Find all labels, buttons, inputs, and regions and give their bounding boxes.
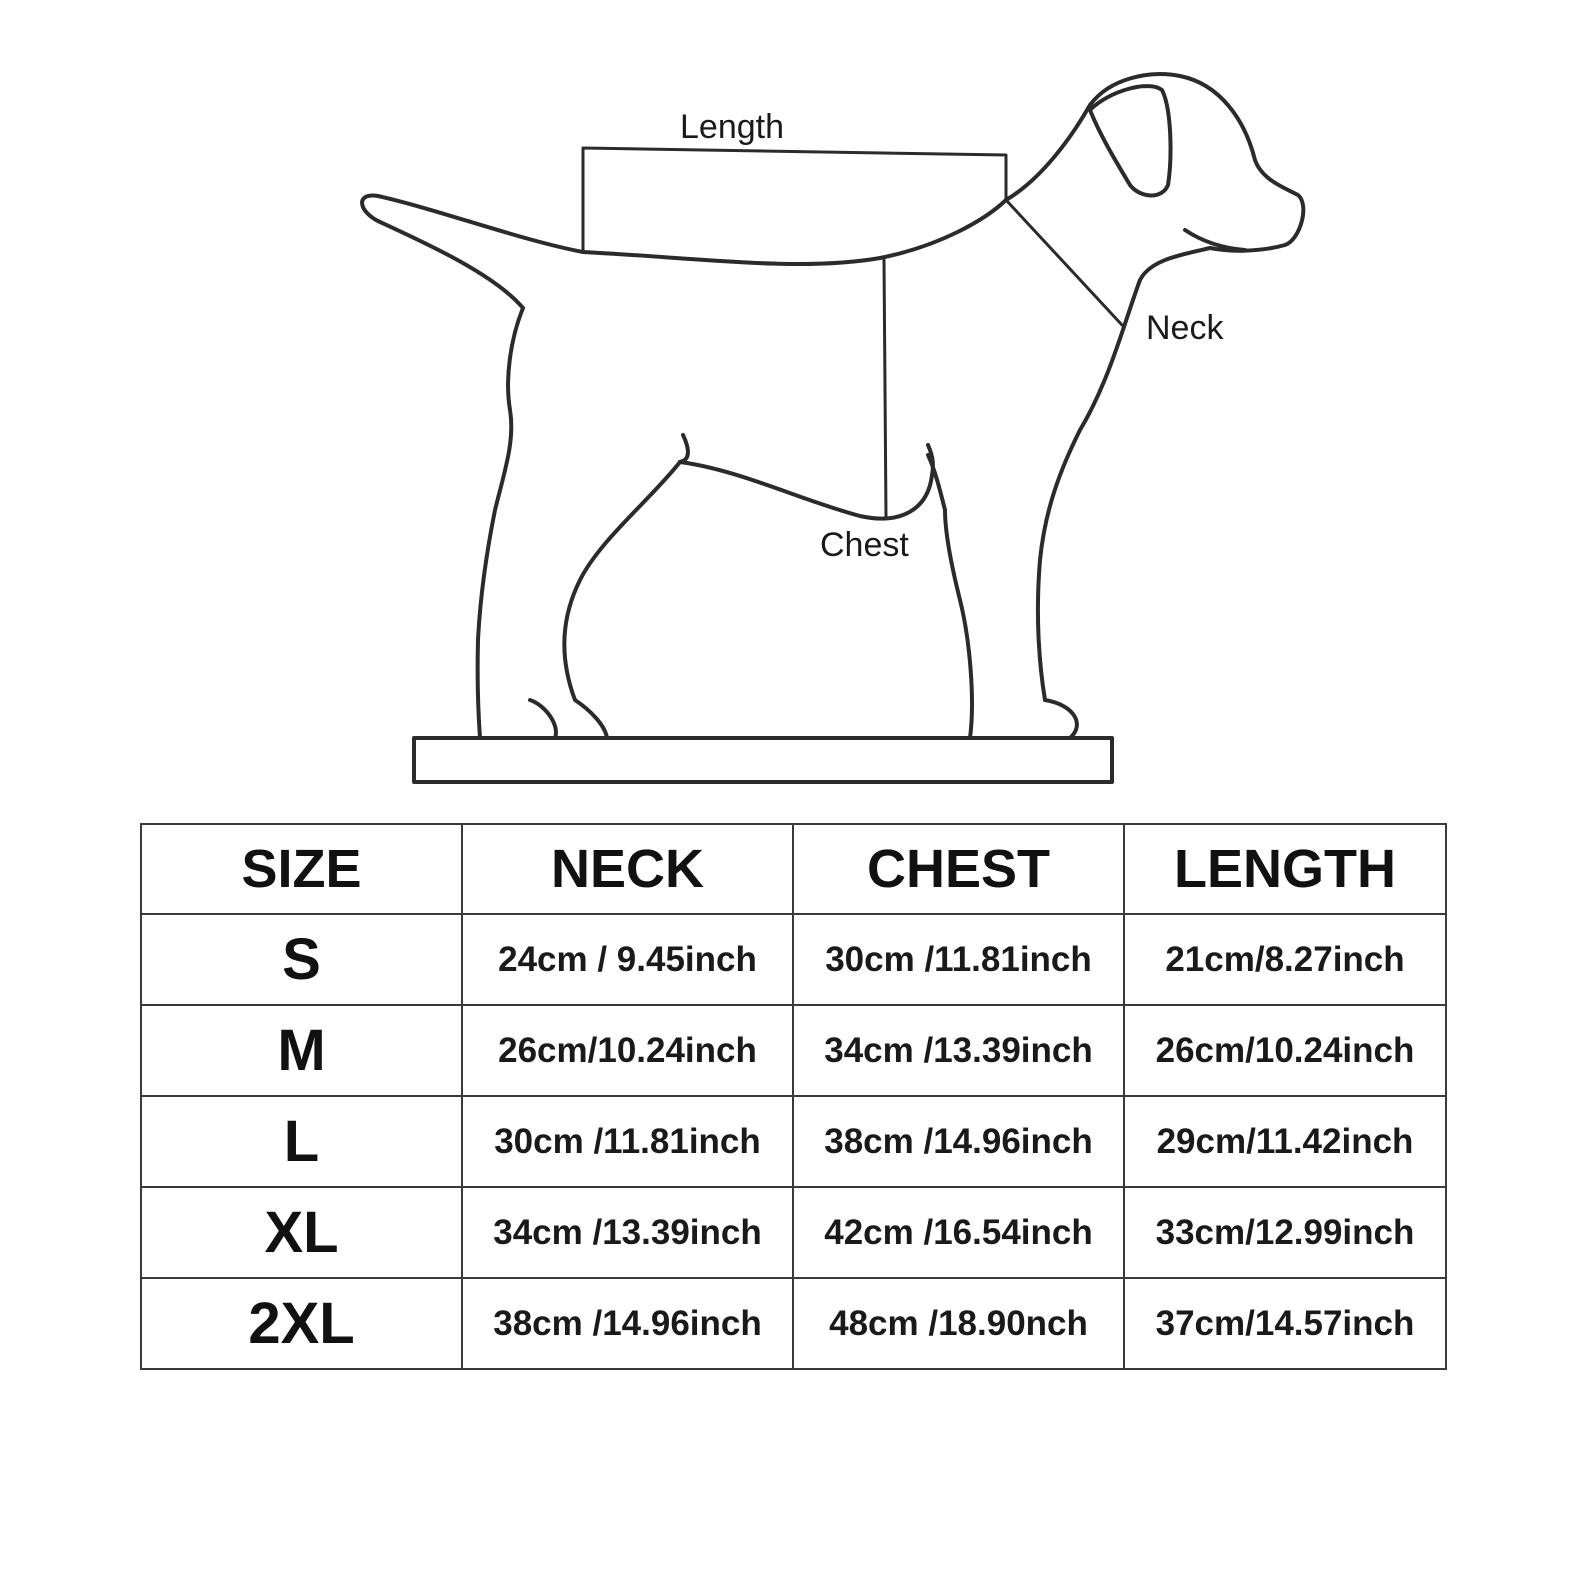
dog-belly: [680, 445, 933, 519]
chest-cell: 30cm /11.81inch: [793, 914, 1124, 1005]
chest-measure-line: [884, 260, 886, 518]
neck-cell: 24cm / 9.45inch: [462, 914, 793, 1005]
neck-cell: 38cm /14.96inch: [462, 1278, 793, 1369]
length-cell: 33cm/12.99inch: [1124, 1187, 1446, 1278]
neck-cell: 34cm /13.39inch: [462, 1187, 793, 1278]
length-label: Length: [680, 108, 784, 146]
neck-cell: 30cm /11.81inch: [462, 1096, 793, 1187]
dog-hind-leg-inner: [564, 462, 680, 738]
table-row: [141, 1096, 1446, 1187]
header-neck: NECK: [462, 824, 793, 914]
size-cell: XL: [141, 1187, 462, 1278]
dog-hind-leg-crease: [680, 435, 688, 462]
neck-cell: 26cm/10.24inch: [462, 1005, 793, 1096]
dog-tail: [362, 195, 583, 308]
platform: [414, 738, 1112, 782]
dog-rump: [478, 308, 523, 738]
header-length: LENGTH: [1124, 824, 1446, 914]
length-cell: 26cm/10.24inch: [1124, 1005, 1446, 1096]
table-row: [141, 914, 1446, 1005]
chest-cell: 42cm /16.54inch: [793, 1187, 1124, 1278]
table-row: [141, 1187, 1446, 1278]
length-measure-line: [583, 148, 1006, 252]
table-row: [141, 1005, 1446, 1096]
dog-front-foot: [970, 700, 1077, 738]
size-cell: L: [141, 1096, 462, 1187]
dog-neck-top: [1006, 74, 1303, 251]
size-chart-table: [140, 823, 1447, 1370]
size-cell: S: [141, 914, 462, 1005]
chest-cell: 38cm /14.96inch: [793, 1096, 1124, 1187]
dog-front-leg: [928, 455, 972, 738]
neck-measure-line: [1006, 200, 1122, 325]
dog-back: [583, 200, 1006, 264]
size-cell: 2XL: [141, 1278, 462, 1369]
dog-hind-foot: [480, 700, 556, 738]
chest-cell: 48cm /18.90nch: [793, 1278, 1124, 1369]
neck-label: Neck: [1146, 309, 1224, 347]
length-cell: 37cm/14.57inch: [1124, 1278, 1446, 1369]
size-cell: M: [141, 1005, 462, 1096]
chest-cell: 34cm /13.39inch: [793, 1005, 1124, 1096]
length-cell: 21cm/8.27inch: [1124, 914, 1446, 1005]
header-chest: CHEST: [793, 824, 1124, 914]
table-header-row: [141, 824, 1446, 914]
chest-label: Chest: [820, 526, 909, 564]
length-cell: 29cm/11.42inch: [1124, 1096, 1446, 1187]
dog-ear: [1090, 86, 1170, 195]
header-size: SIZE: [141, 824, 462, 914]
table-row: [141, 1278, 1446, 1369]
